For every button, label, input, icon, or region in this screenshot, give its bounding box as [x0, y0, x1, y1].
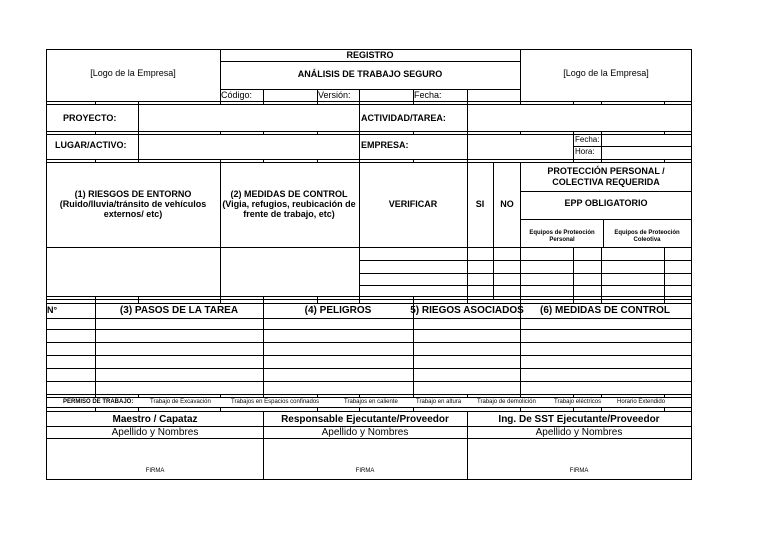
version-label: Versión:	[318, 90, 351, 100]
permiso-item: Trabajo de Excavación	[150, 399, 211, 405]
company-logo-right: [Logo de la Empresa]	[563, 68, 649, 78]
eq-personal-header: Equipos de Proteoción	[529, 230, 595, 236]
eq-colectiva-header: Equipos de Proteoción	[614, 230, 680, 236]
proyecto-label: PROYECTO:	[63, 113, 117, 123]
info-fecha-label: Fecha:	[575, 135, 600, 144]
header-fecha-label: Fecha:	[414, 90, 442, 100]
permiso-label: PERMISO DE TRABAJO:	[63, 399, 134, 405]
medidas-control-desc-2: frente de trabajo, etc)	[243, 209, 335, 219]
si-header: SI	[475, 199, 485, 209]
signature-firma-label: FIRMA	[145, 468, 165, 474]
riesgos-entorno-desc: (Ruido/lluvia/tránsito de vehículos	[59, 199, 207, 209]
empresa-label: EMPRESA:	[361, 140, 409, 150]
eq-colectiva-header-2: Coleotiva	[633, 237, 661, 243]
riesgos-entorno-desc-2: externos/ etc)	[103, 209, 163, 219]
epp-obligatorio: EPP OBLIGATORIO	[564, 198, 648, 208]
signature-name-label: Apellido y Nombres	[111, 427, 199, 438]
num-header: N°	[47, 305, 58, 315]
signature-name-label: Apellido y Nombres	[535, 427, 623, 438]
peligros-header: (4) PELIGROS	[304, 305, 372, 316]
permiso-item: Trabajo eléctricos	[554, 399, 602, 405]
signature-firma-label: FIRMA	[569, 468, 589, 474]
proteccion-subtitle: COLECTIVA REQUERIDA	[552, 177, 660, 187]
signature-role: Ing. De SST Ejecutante/Proveedor	[498, 414, 660, 425]
signature-firma-label: FIRMA	[355, 468, 375, 474]
no-header: NO	[500, 199, 514, 209]
company-logo-left: [Logo de la Empresa]	[90, 68, 176, 78]
permiso-item: Trabajo en altura	[416, 399, 462, 405]
pasos-header: (3) PASOS DE LA TAREA	[119, 305, 239, 316]
registro-label: REGISTRO	[346, 50, 394, 60]
medidas-control-title: (2) MEDIDAS DE CONTROL	[230, 189, 348, 199]
riesgos-entorno-title: (1) RIESGOS DE ENTORNO	[74, 189, 192, 199]
info-hora-label: Hora:	[575, 147, 595, 156]
actividad-label: ACTIVIDAD/TAREA:	[361, 113, 446, 123]
permiso-item: Horario Extendido	[617, 399, 666, 405]
permiso-item: Trabajo de demolición	[477, 399, 536, 405]
signature-role: Responsable Ejecutante/Proveedor	[281, 414, 449, 425]
signature-name-label: Apellido y Nombres	[321, 427, 409, 438]
verificar-header: VERIFICAR	[388, 199, 438, 209]
permiso-item: Trabajos en caliente	[344, 399, 398, 405]
riesgos-asociados-header: 5) RIEGOS ASOCIADOS	[410, 305, 524, 316]
eq-personal-header-2: Personal	[549, 237, 575, 243]
medidas-control-header: (6) MEDIDAS DE CONTROL	[540, 305, 670, 316]
medidas-control-desc: (Vigia, refugios, reubicación de	[222, 199, 356, 209]
signature-role: Maestro / Capataz	[112, 414, 198, 425]
permiso-item: Trabajos en Espacios confinados	[231, 399, 320, 405]
lugar-label: LUGAR/ACTIVO:	[55, 140, 127, 150]
form-title: ANÁLISIS DE TRABAJO SEGURO	[297, 69, 443, 79]
codigo-label: Código:	[221, 90, 253, 100]
proteccion-title: PROTECCIÓN PERSONAL /	[547, 166, 665, 176]
